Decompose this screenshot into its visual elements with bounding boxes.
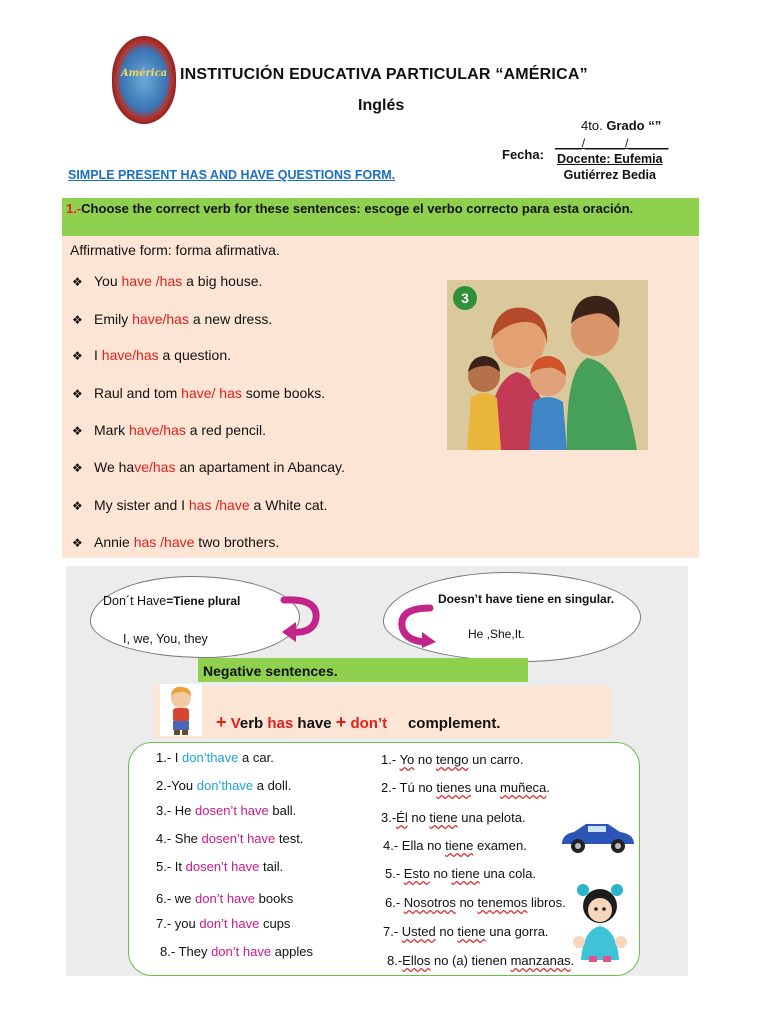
school-logo xyxy=(112,36,176,124)
grade-label: 4to. Grado “” xyxy=(581,118,662,133)
sentence-item: ❖ Mark have/has a red pencil. xyxy=(72,422,266,438)
diamond-bullet-icon: ❖ xyxy=(72,461,83,475)
logo-text: América xyxy=(120,68,168,79)
sentence-item: ❖ I have/has a question. xyxy=(72,347,231,363)
exercise-1-instruction: 1.-Choose the correct verb for these sentences: escoge el verbo correcto para esta oración. xyxy=(62,198,699,236)
negative-heading: Negative sentences. xyxy=(198,658,528,682)
diamond-bullet-icon: ❖ xyxy=(72,313,83,327)
english-example: 5.- It dosen’t have tail. xyxy=(156,859,284,874)
english-example: 4.- She dosen’t have test. xyxy=(156,831,304,846)
date-blank: ____/______/______ xyxy=(555,136,669,150)
spanish-example: 8.-Ellos no (a) tienen manzanas. xyxy=(387,953,575,968)
svg-text:3: 3 xyxy=(461,290,469,306)
cloud-plural-subjects: I, we, You, they xyxy=(123,632,208,646)
sentence-item: ❖ Annie has /have two brothers. xyxy=(72,534,280,550)
english-example: 8.- They don’t have apples xyxy=(160,944,313,959)
car-icon xyxy=(558,816,638,856)
spanish-example: 1.- Yo no tengo un carro. xyxy=(381,752,524,767)
spanish-example: 4.- Ella no tiene examen. xyxy=(383,838,527,853)
spanish-example: 2.- Tú no tienes una muñeca. xyxy=(381,780,550,795)
topic-heading: SIMPLE PRESENT HAS AND HAVE QUESTIONS FORM. xyxy=(68,168,396,182)
doll-icon xyxy=(571,880,629,964)
english-example: 3.- He dosen’t have ball. xyxy=(156,803,297,818)
spanish-example: 6.- Nosotros no tenemos libros. xyxy=(385,895,566,910)
teacher-name: Docente: Eufemia Gutiérrez Bedia xyxy=(557,152,663,182)
english-example: 2.-You don’thave a doll. xyxy=(156,778,292,793)
diamond-bullet-icon: ❖ xyxy=(72,424,83,438)
spanish-example: 3.-Él no tiene una pelota. xyxy=(381,810,526,825)
diamond-bullet-icon: ❖ xyxy=(72,499,83,513)
sentence-item: ❖ Raul and tom have/ has some books. xyxy=(72,385,326,401)
school-title: INSTITUCIÓN EDUCATIVA PARTICULAR “AMÉRICA” xyxy=(180,66,588,83)
diamond-bullet-icon: ❖ xyxy=(72,349,83,363)
diamond-bullet-icon: ❖ xyxy=(72,387,83,401)
date-label: Fecha: xyxy=(502,147,544,162)
negative-rule-formula: + Verb has have + don’t complement. xyxy=(216,712,501,732)
english-example: 7.- you don’t have cups xyxy=(156,916,291,931)
cloud-singular-subjects: He ,She,It. xyxy=(468,627,525,641)
affirmative-label: Affirmative form: forma afirmativa. xyxy=(70,242,280,258)
spanish-example: 7.- Usted no tiene una gorra. xyxy=(383,924,549,939)
cloud-singular-title: Doesn’t have tiene en singular. xyxy=(438,592,615,606)
diamond-bullet-icon: ❖ xyxy=(72,275,83,289)
curved-arrow-left-icon xyxy=(394,602,440,648)
boy-icon xyxy=(160,684,202,736)
sentence-item: ❖ We have/has an apartament in Abancay. xyxy=(72,459,345,475)
diamond-bullet-icon: ❖ xyxy=(72,536,83,550)
sentence-item: ❖ My sister and I has /have a White cat. xyxy=(72,497,328,513)
subject-title: Inglés xyxy=(358,97,405,114)
english-example: 1.- I don’thave a car. xyxy=(156,750,274,765)
sentence-item: ❖ Emily have/has a new dress. xyxy=(72,311,273,327)
family-picture xyxy=(447,280,648,450)
curved-arrow-right-icon xyxy=(278,594,324,642)
english-example: 6.- we don’t have books xyxy=(156,891,294,906)
sentence-item: ❖ You have /has a big house. xyxy=(72,273,263,289)
spanish-example: 5.- Esto no tiene una cola. xyxy=(385,866,537,881)
cloud-plural-title: Don´t Have=Tiene plural xyxy=(103,594,241,608)
